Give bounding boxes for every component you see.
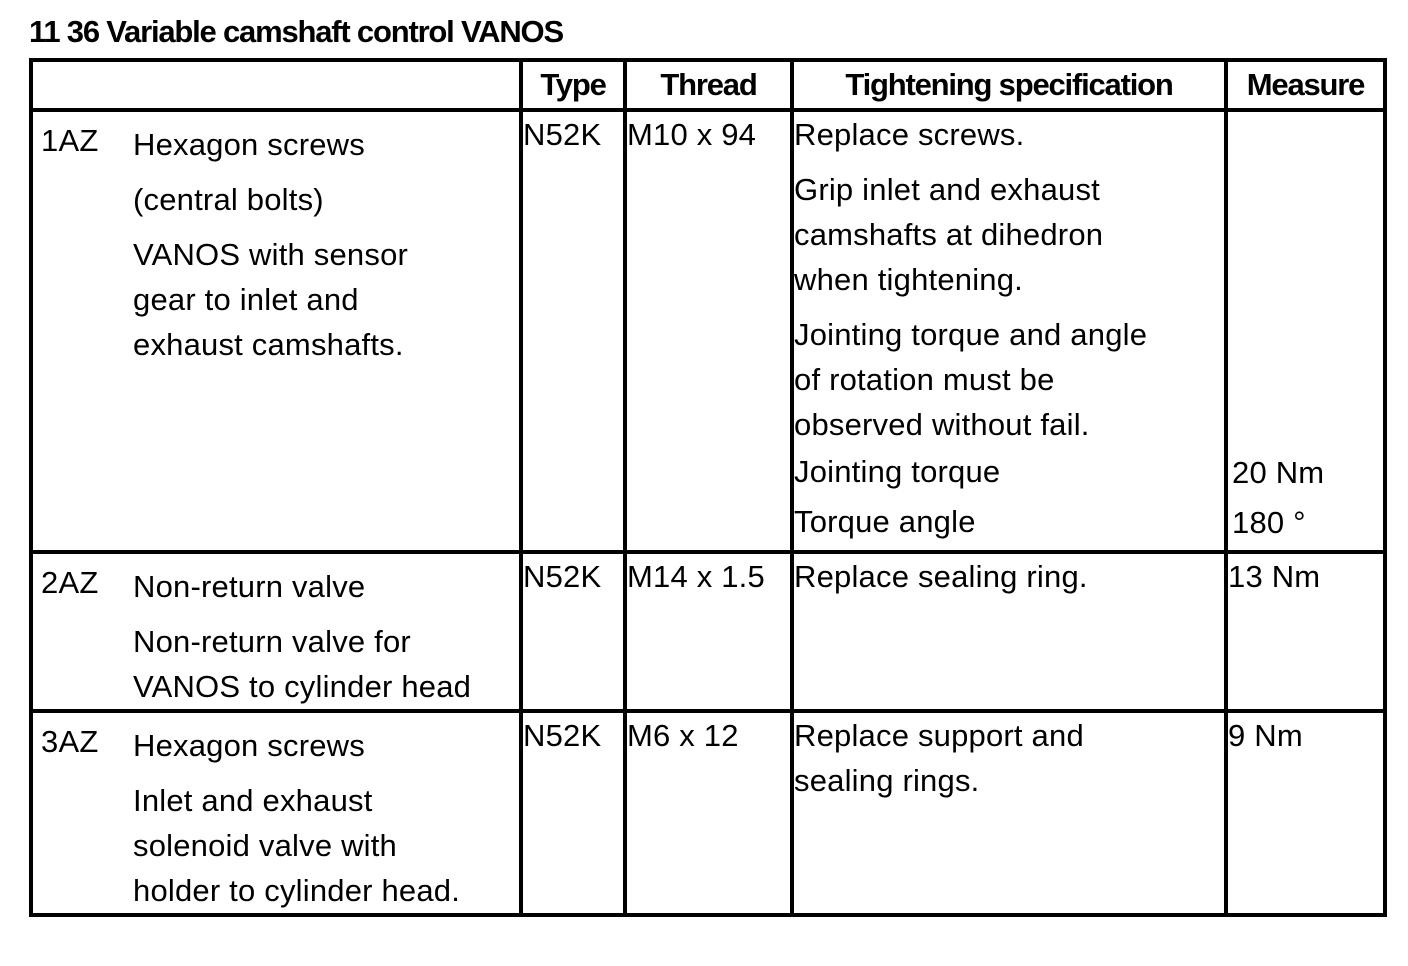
type-cell: N52K (521, 711, 625, 915)
item-description (127, 112, 408, 367)
thread-cell: M6 x 12 (625, 711, 792, 915)
item-cell (31, 711, 521, 915)
item-description (127, 713, 460, 913)
item-cell (31, 552, 521, 711)
thread-cell: M14 x 1.5 (625, 552, 792, 711)
description-line: exhaust camshafts. (133, 327, 404, 362)
description-line: Hexagon screws (133, 728, 365, 763)
column-header-thread: Thread (625, 60, 792, 110)
thread-cell: M10 x 94 (625, 110, 792, 552)
description-line: Non-return valve for (133, 624, 411, 659)
table-row (31, 552, 1385, 711)
item-number: 2AZ (41, 565, 99, 600)
measure-cell (1226, 110, 1385, 552)
column-header-measure: Measure (1226, 60, 1385, 110)
measure-value: 9 Nm (1228, 718, 1303, 753)
spec-line: observed without fail. (794, 407, 1090, 442)
spec-line: when tightening. (794, 262, 1023, 297)
spec-line: Grip inlet and exhaust (794, 172, 1100, 207)
table-header-row (31, 60, 1385, 110)
spec-line: Replace screws. (794, 117, 1025, 152)
description-line: (central bolts) (133, 182, 324, 217)
type-cell: N52K (521, 110, 625, 552)
spec-line: Replace sealing ring. (794, 559, 1088, 594)
spec-line: of rotation must be (794, 362, 1055, 397)
item-number: 1AZ (41, 123, 99, 158)
spec-line: Jointing torque (794, 454, 1001, 489)
description-line: VANOS with sensor (133, 237, 409, 272)
measure-value: 180 ° (1232, 505, 1306, 540)
spec-line: Replace support and (794, 718, 1084, 753)
column-header-spec: Tightening specification (792, 60, 1226, 110)
spec-cell (792, 110, 1226, 552)
spec-cell (792, 552, 1226, 711)
measure-cell (1226, 711, 1385, 915)
column-header-item (31, 60, 521, 110)
type-cell: N52K (521, 552, 625, 711)
spec-line: sealing rings. (794, 763, 980, 798)
item-cell (31, 110, 521, 552)
spec-line: Torque angle (794, 504, 976, 539)
measure-value: 20 Nm (1232, 455, 1325, 490)
item-number: 3AZ (41, 724, 99, 759)
column-header-type: Type (521, 60, 625, 110)
spec-line: camshafts at dihedron (794, 217, 1104, 252)
tightening-spec-table (29, 58, 1387, 917)
measure-value: 13 Nm (1228, 559, 1321, 594)
description-line: solenoid valve with (133, 828, 398, 863)
description-line: Hexagon screws (133, 127, 365, 162)
spec-cell (792, 711, 1226, 915)
table-row (31, 711, 1385, 915)
measure-cell (1226, 552, 1385, 711)
description-line: holder to cylinder head. (133, 873, 461, 908)
description-line: VANOS to cylinder head (133, 669, 472, 704)
spec-line: Jointing torque and angle (794, 317, 1148, 352)
description-line: gear to inlet and (133, 282, 359, 317)
description-line: Inlet and exhaust (133, 783, 373, 818)
page-title: 11 36 Variable camshaft control VANOS (29, 14, 563, 49)
table-row (31, 110, 1385, 552)
description-line: Non-return valve (133, 569, 366, 604)
item-description (127, 554, 471, 709)
